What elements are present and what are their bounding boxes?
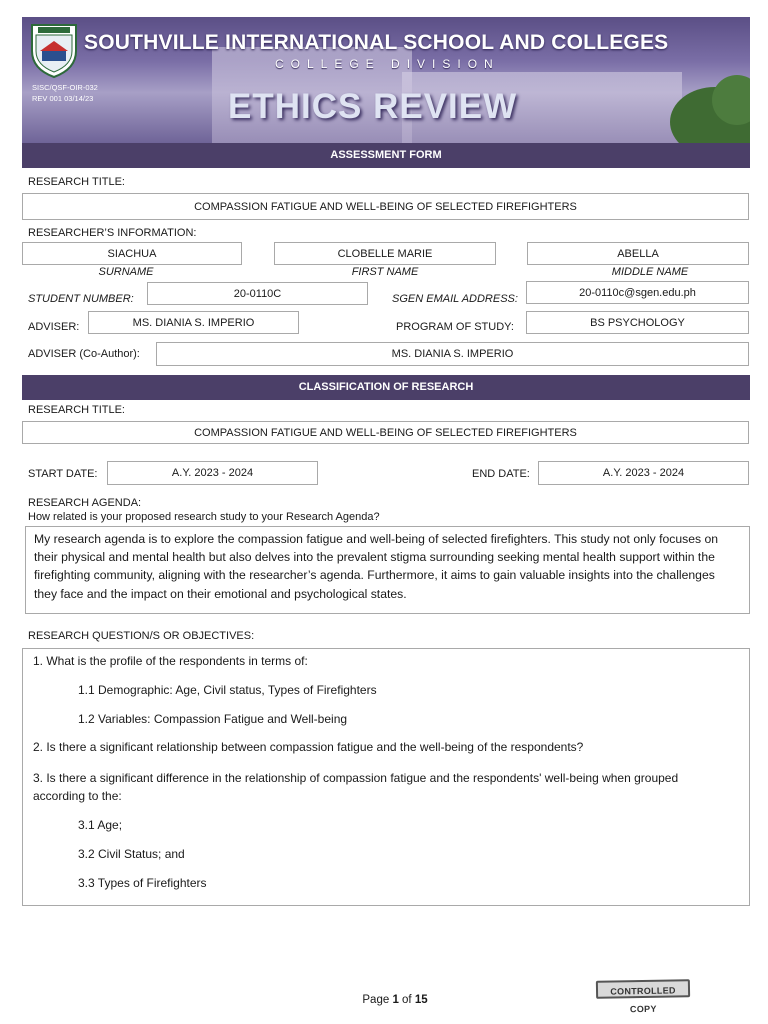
surname-caption: SURNAME — [98, 266, 154, 278]
question-item: 1.1 Demographic: Age, Civil status, Types of Firefighters — [78, 683, 377, 697]
student-number-field[interactable]: 20-0110C — [147, 282, 368, 305]
page-of: of — [398, 994, 415, 1006]
division-name: COLLEGE DIVISION — [275, 57, 500, 71]
header-banner — [22, 17, 750, 143]
question-item: 3.3 Types of Firefighters — [78, 876, 207, 890]
agenda-textarea[interactable] — [25, 526, 750, 614]
start-date-label: START DATE: — [28, 468, 98, 480]
middle-name-field[interactable]: ABELLA — [527, 242, 749, 265]
start-date-field[interactable]: A.Y. 2023 - 2024 — [107, 461, 318, 485]
program-label: PROGRAM OF STUDY: — [396, 321, 514, 333]
page-prefix: Page — [362, 994, 393, 1006]
question-item: 3.2 Civil Status; and — [78, 847, 185, 861]
questions-box[interactable] — [22, 648, 750, 906]
agenda-text: My research agenda is to explore the compassion fatigue and well-being of selected firefighters. This study not only focuses on their physical and mental health but also delves into the prevalent stigma surrounding seeking mental health support within the firefighting community, aligning with the researcher’s agenda. Furthermore, it aims to gain valuable insights into the challenges they face and the impact on their emotional and psychological states. — [34, 532, 719, 601]
page-total: 15 — [414, 994, 428, 1006]
classification-title-label: RESEARCH TITLE: — [28, 404, 125, 416]
section-assessment-form: ASSESSMENT FORM — [22, 143, 750, 168]
question-item: 1.2 Variables: Compassion Fatigue and Well-being — [78, 712, 348, 726]
page-current: 1 — [392, 994, 399, 1006]
research-title-label: RESEARCH TITLE: — [28, 176, 125, 188]
end-date-label: END DATE: — [472, 468, 530, 480]
school-name: SOUTHVILLE INTERNATIONAL SCHOOL AND COLLEGES — [84, 31, 669, 54]
first-name-field[interactable]: CLOBELLE MARIE — [274, 242, 496, 265]
section-classification: CLASSIFICATION OF RESEARCH — [22, 375, 750, 400]
email-field[interactable]: 20-0110c@sgen.edu.ph — [526, 281, 749, 304]
adviser-field[interactable]: MS. DIANIA S. IMPERIO — [88, 311, 299, 334]
surname-field[interactable]: SIACHUA — [22, 242, 242, 265]
researcher-info-label: RESEARCHER’S INFORMATION: — [28, 227, 197, 239]
page-title: ETHICS REVIEW — [228, 87, 518, 126]
middle-name-caption: MIDDLE NAME — [611, 266, 689, 278]
questions-label: RESEARCH QUESTION/S OR OBJECTIVES: — [28, 630, 255, 642]
question-item: 2. Is there a significant relationship between compassion fatigue and the well-being of the respondents? — [33, 740, 584, 754]
school-seal-icon — [28, 21, 80, 79]
coauthor-label: ADVISER (Co-Author): — [28, 348, 140, 360]
revision: REV 001 03/14/23 — [32, 94, 94, 103]
doc-code: SISC/QSF-OIR-032 — [32, 83, 98, 92]
agenda-label: RESEARCH AGENDA: — [28, 497, 142, 509]
agenda-prompt: How related is your proposed research study to your Research Agenda? — [28, 511, 380, 523]
question-item: 3. Is there a significant difference in the relationship of compassion fatigue and the respondents' well-being when grouped according to the: — [33, 771, 679, 803]
email-label: SGEN EMAIL ADDRESS: — [392, 293, 518, 305]
end-date-field[interactable]: A.Y. 2023 - 2024 — [538, 461, 749, 485]
student-number-label: STUDENT NUMBER: — [28, 293, 134, 305]
first-name-caption: FIRST NAME — [351, 266, 419, 278]
question-item: 1. What is the profile of the respondents in terms of: — [33, 654, 308, 668]
question-item: 3.1 Age; — [78, 818, 123, 832]
coauthor-field[interactable]: MS. DIANIA S. IMPERIO — [156, 342, 749, 366]
classification-title-field[interactable]: COMPASSION FATIGUE AND WELL-BEING OF SELECTED FIREFIGHTERS — [22, 421, 749, 444]
controlled-copy-stamp: CONTROLLED COPY — [596, 979, 690, 999]
adviser-label: ADVISER: — [28, 321, 80, 333]
research-title-field[interactable]: COMPASSION FATIGUE AND WELL-BEING OF SELECTED FIREFIGHTERS — [22, 193, 749, 220]
program-field[interactable]: BS PSYCHOLOGY — [526, 311, 749, 334]
